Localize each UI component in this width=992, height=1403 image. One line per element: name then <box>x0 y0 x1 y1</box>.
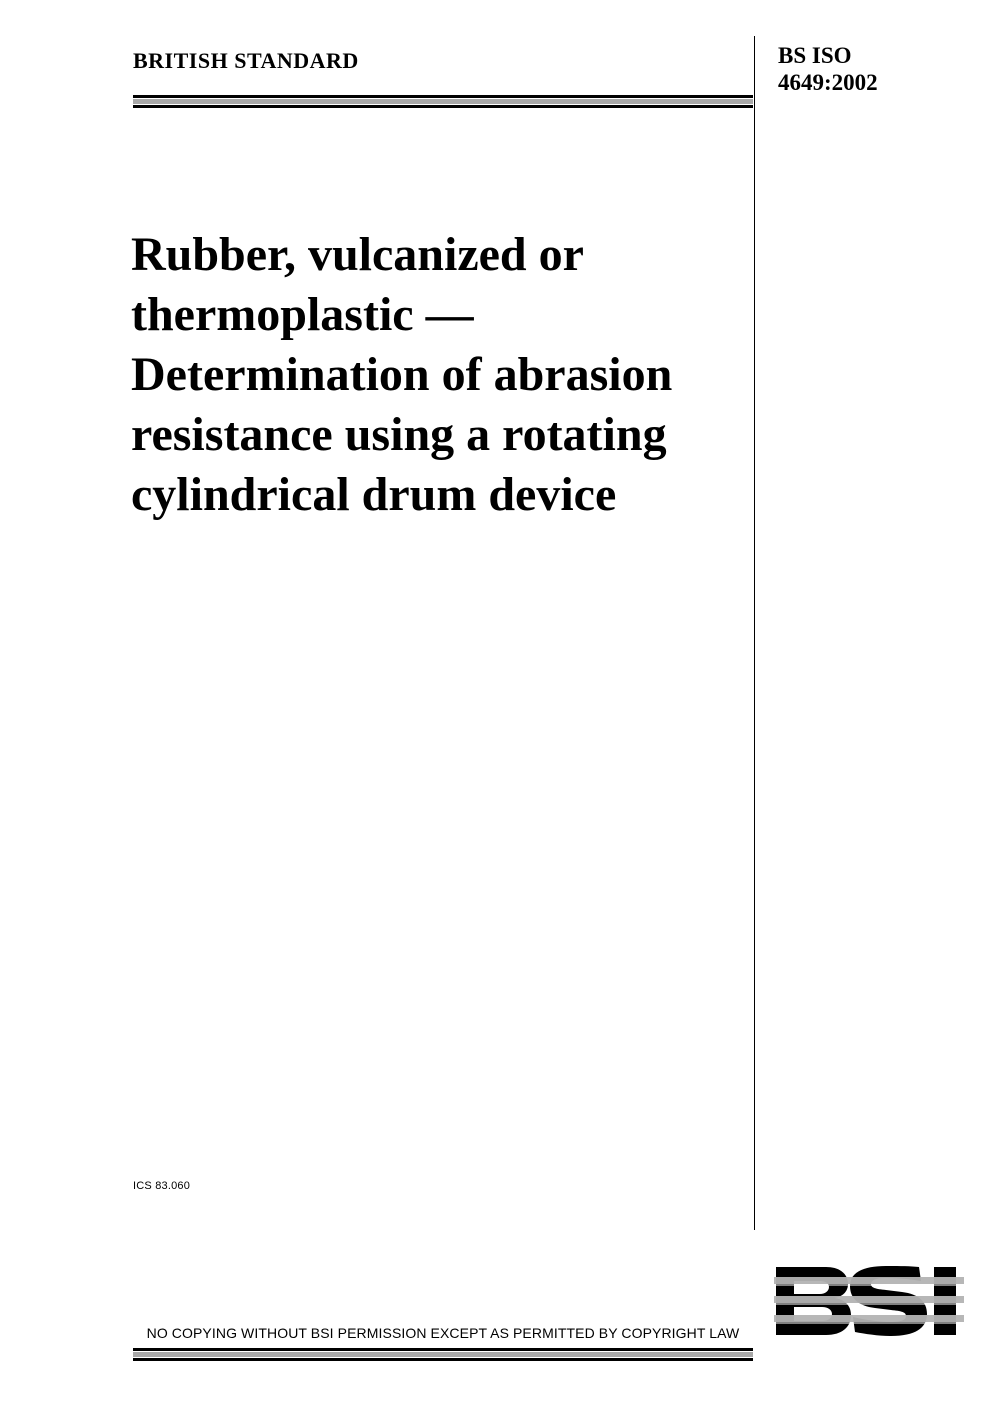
footer-rule-bar-dark-bottom <box>133 1358 753 1361</box>
copyright-notice: NO COPYING WITHOUT BSI PERMISSION EXCEPT AS PERMITTED BY COPYRIGHT LAW <box>146 1325 740 1341</box>
british-standard-label: BRITISH STANDARD <box>133 48 359 73</box>
bsi-logo <box>774 1265 964 1350</box>
header-rule-bar-grey <box>133 99 753 104</box>
document-number-line-1: BS ISO <box>778 43 852 68</box>
header-rule-bar-dark-bottom <box>133 105 753 108</box>
document-number <box>778 42 878 96</box>
page-title: Rubber, vulcanized or thermoplastic — Determination of abrasion resistance using a rotating cylindrical drum device <box>131 228 673 522</box>
ics-code: ICS 83.060 <box>133 1180 191 1192</box>
header-rule-bar-dark-top <box>133 95 753 98</box>
footer-rule-bar-dark-top <box>133 1348 753 1351</box>
vertical-divider-line <box>754 36 755 1230</box>
header-divider-rule <box>133 95 753 108</box>
footer-divider-rule <box>133 1348 753 1361</box>
footer-rule-bar-grey <box>133 1352 753 1357</box>
document-number-line-2: 4649:2002 <box>778 70 878 95</box>
